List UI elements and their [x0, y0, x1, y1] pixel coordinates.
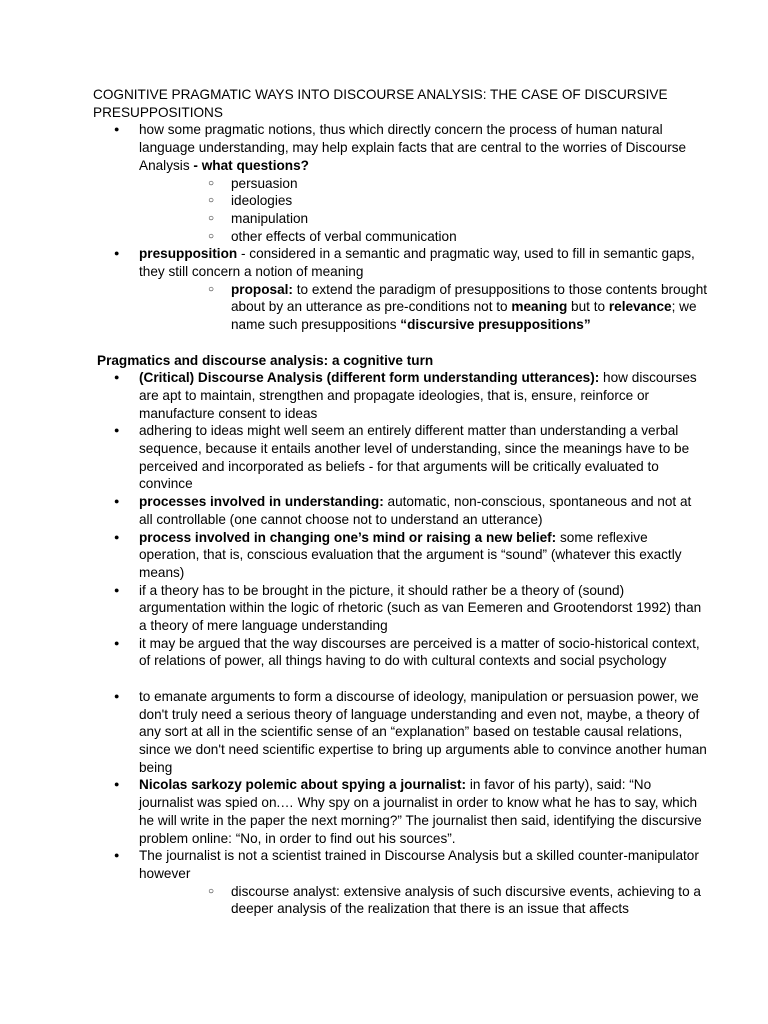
section-list-continued	[93, 688, 708, 918]
blank-line	[93, 670, 708, 688]
item-text: how discourses are apt to maintain, strengthen and propagate ideologies, that is, ensure, reinforce or manufacture consent to ideas	[139, 370, 697, 421]
item-text: how some pragmatic notions, thus which directly concern the process of human natural language understanding, may help explain facts that are central to the worries of Discourse Analysis	[139, 122, 687, 173]
sub-list-item: ○ other effects of verbal communication	[185, 228, 708, 246]
sub-list	[139, 883, 708, 918]
item-bold: process involved in changing one’s mind or raising a new belief:	[139, 529, 557, 545]
item-text: some reflexive operation, that is, conscious evaluation that the argument is “sound” (whatever this exactly means)	[139, 529, 682, 580]
list-item	[93, 369, 708, 422]
sub-text: ; we name such presuppositions	[231, 299, 697, 333]
item-text: automatic, non-conscious, spontaneous and not at all controllable (one cannot choose not to understand an utterance)	[139, 494, 692, 527]
list-item	[93, 847, 708, 918]
intro-list	[93, 121, 708, 333]
sub-bold: relevance	[608, 299, 672, 315]
item-bold: processes involved in understanding:	[139, 494, 384, 510]
item-text: to emanate arguments to form a discourse of ideology, manipulation or persuasion power, we don't truly need a serious theory of language understanding and even not, maybe, a theory of any sort at all in the scientific sense of an “explanation” based on testable causal relations, since we don't need scientific expertise to bring up arguments able to convince another human being	[139, 688, 707, 775]
item-bold: - what questions?	[193, 157, 309, 173]
sub-bold: proposal:	[231, 281, 293, 297]
item-text: adhering to ideas might well seem an entirely different matter than understanding a verbal sequence, because it entails another level of understanding, since the meanings have to be perceived and incorporated as beliefs - for that arguments will be critically evaluated to convince	[139, 423, 690, 492]
list-item	[93, 245, 708, 334]
sub-text: to extend the paradigm of presuppositions to those contents brought about by an utterance as pre-conditions not to	[231, 281, 708, 315]
document-title: COGNITIVE PRAGMATIC WAYS INTO DISCOURSE ANALYSIS: THE CASE OF DISCURSIVE PRESUPPOSITIONS	[93, 87, 668, 120]
sub-list-item	[185, 281, 708, 334]
item-text: it may be argued that the way discourses are perceived is a matter of socio-historical context, of relations of power, all things having to do with cultural contexts and social psychology	[139, 635, 700, 669]
sub-list-item: ○ persuasion	[185, 175, 708, 193]
item-bold: presupposition	[139, 246, 238, 262]
item-text: - considered in a semantic and pragmatic way, used to fill in semantic gaps, they still concern a notion of meaning	[139, 246, 695, 280]
section-list	[93, 369, 708, 670]
sub-list	[139, 175, 708, 246]
list-item	[93, 688, 708, 777]
list-item	[93, 422, 708, 493]
sub-list	[139, 281, 708, 334]
item-bold: Nicolas sarkozy polemic about spying a journalist:	[139, 777, 467, 793]
sub-bold: meaning	[511, 299, 568, 315]
sub-list-item: ○ ideologies	[185, 192, 708, 210]
sub-list-item: ○ manipulation	[185, 210, 708, 228]
list-item	[93, 635, 708, 670]
sub-bold: “discursive presuppositions”	[400, 317, 591, 333]
item-text: The journalist is not a scientist trained in Discourse Analysis but a skilled counter-manipulator however	[139, 848, 699, 881]
item-text: in favor of his party), said: “No journalist was spied on.… Why spy on a journalist in order to know what he has to say, which he will write in the paper the next morning?” The journalist then said, identifying the discursive problem online: “No, in order to find out his sources”.	[139, 777, 702, 846]
list-item	[93, 776, 708, 847]
sub-text: but to	[567, 299, 609, 315]
sub-list-item: ○ discourse analyst: extensive analysis of such discursive events, achieving to a deeper analysis of the realization that there is an issue that affects	[185, 883, 708, 918]
list-item	[93, 582, 708, 635]
section-heading: Pragmatics and discourse analysis: a cognitive turn	[97, 352, 434, 368]
item-bold: (Critical) Discourse Analysis (different form understanding utterances):	[139, 370, 600, 386]
list-item	[93, 121, 708, 245]
item-text: if a theory has to be brought in the picture, it should rather be a theory of (sound) argumentation within the logic of rhetoric (such as van Eemeren and Grootendorst 1992) than a theory of mere language understanding	[139, 582, 702, 634]
list-item	[93, 493, 708, 528]
list-item	[93, 529, 708, 582]
